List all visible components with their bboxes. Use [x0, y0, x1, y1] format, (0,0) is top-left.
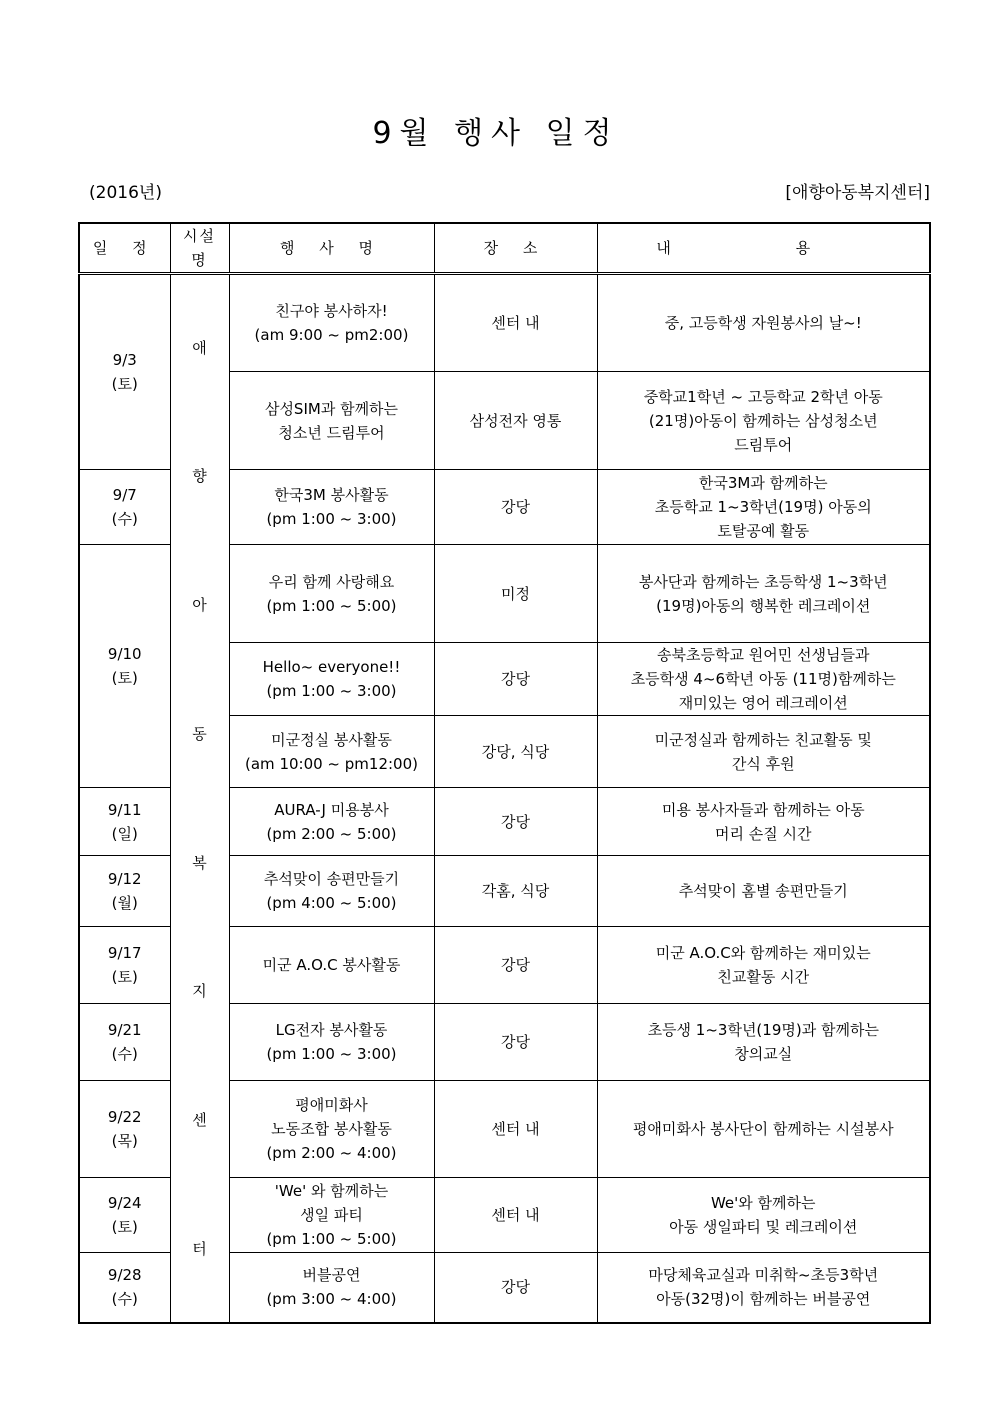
content-line: 창의교실 [734, 1045, 793, 1063]
content-cell [597, 927, 930, 1004]
date-cell: 9/22 (목) [79, 1081, 170, 1178]
content-cell [597, 1178, 930, 1253]
event-name-cell [229, 1178, 434, 1253]
place-cell: 강당 [434, 643, 597, 716]
event-name-line: (pm 1:00 ~ 3:00) [266, 510, 397, 528]
place-cell: 삼성전자 영통 [434, 372, 597, 470]
place-cell: 강당 [434, 927, 597, 1004]
content-line: 초등학생 4~6학년 아동 (11명)함께하는 [630, 670, 896, 688]
header-facility-top: 시설 [183, 227, 216, 245]
facility-char: 애 [192, 338, 207, 357]
content-cell [597, 372, 930, 470]
facility-cell [170, 274, 229, 1323]
event-name-line: 청소년 드림투어 [278, 423, 385, 442]
event-name-line: 미군 A.O.C 봉사활동 [262, 956, 401, 974]
place-cell: 센터 내 [434, 1178, 597, 1253]
content-line: 드림투어 [734, 435, 793, 454]
event-name-line: LG전자 봉사활동 [275, 1021, 388, 1039]
content-line: 평애미화사 봉사단이 함께하는 시설봉사 [632, 1120, 894, 1138]
event-name-line: 한국3M 봉사활동 [274, 486, 389, 504]
content-line: 중, 고등학생 자원봉사의 날~! [664, 314, 862, 332]
date-cell: 9/24 (토) [79, 1178, 170, 1253]
event-name-line: 우리 함께 사랑해요 [268, 572, 395, 591]
content-line: 재미있는 영어 레크레이션 [678, 694, 848, 712]
header-content: 내 용 [597, 223, 930, 274]
event-name-line: (pm 2:00 ~ 5:00) [266, 824, 397, 843]
header-row [79, 223, 930, 274]
place-cell: 센터 내 [434, 274, 597, 372]
content-line: 친교활동 시간 [717, 968, 810, 986]
event-name-line: 'We' 와 함께하는 [274, 1182, 389, 1200]
content-line: 봉사단과 함께하는 초등학생 1~3학년 [638, 572, 888, 591]
content-line: 중학교1학년 ~ 고등학교 2학년 아동 [643, 387, 883, 406]
facility-char: 터 [192, 1239, 207, 1258]
date-cell: 9/7 (수) [79, 470, 170, 545]
event-name-line: 삼성SIM과 함께하는 [264, 399, 399, 418]
place-cell: 미정 [434, 545, 597, 643]
facility-char: 아 [192, 596, 207, 615]
event-name-line: AURA-J 미용봉사 [274, 800, 389, 819]
event-name-line: (pm 4:00 ~ 5:00) [266, 894, 397, 912]
event-name-line: (pm 2:00 ~ 4:00) [266, 1144, 397, 1162]
facility-char: 향 [192, 467, 207, 486]
event-name-line: 생일 파티 [300, 1206, 363, 1224]
facility-char: 동 [192, 724, 207, 743]
place-cell: 강당 [434, 1004, 597, 1081]
header-date: 일 정 [79, 223, 170, 274]
event-name-line: (pm 1:00 ~ 3:00) [266, 682, 397, 700]
content-cell [597, 856, 930, 927]
content-line: 간식 후원 [731, 754, 795, 773]
event-name-cell [229, 1004, 434, 1081]
content-line: 송북초등학교 원어민 선생님들과 [657, 646, 870, 664]
year-label: (2016년) [89, 183, 162, 203]
date-cell: 9/10 (토) [79, 545, 170, 788]
schedule-table [78, 222, 931, 1324]
place-cell: 강당 [434, 788, 597, 856]
content-line: 미용 봉사자들과 함께하는 아동 [661, 800, 865, 819]
event-name-line: 친구야 봉사하자! [275, 302, 388, 320]
content-cell [597, 545, 930, 643]
content-line: 초등학교 1~3학년(19명) 아동의 [654, 498, 872, 516]
content-line: 아동(32명)이 함께하는 버블공연 [656, 1290, 871, 1309]
content-cell [597, 274, 930, 372]
content-line: 토탈공예 활동 [717, 522, 810, 540]
event-name-cell [229, 643, 434, 716]
event-name-line: 버블공연 [302, 1266, 361, 1285]
event-name-cell [229, 470, 434, 545]
content-cell [597, 470, 930, 545]
content-line: (21명)아동이 함께하는 삼성청소년 [648, 411, 878, 430]
content-line: 미군정실과 함께하는 친교활동 및 [654, 730, 872, 749]
event-name-cell [229, 545, 434, 643]
content-line: 초등생 1~3학년(19명)과 함께하는 [647, 1021, 879, 1039]
date-cell: 9/21 (수) [79, 1004, 170, 1081]
content-cell [597, 1253, 930, 1323]
event-name-line: (pm 1:00 ~ 5:00) [266, 1230, 397, 1248]
event-name-line: (pm 1:00 ~ 3:00) [266, 1045, 397, 1063]
event-name-cell [229, 372, 434, 470]
event-name-cell [229, 788, 434, 856]
event-name-cell [229, 274, 434, 372]
event-name-cell [229, 716, 434, 788]
place-cell: 강당 [434, 1253, 597, 1323]
content-line: 머리 손질 시간 [715, 824, 812, 843]
facility-char: 복 [192, 853, 207, 872]
content-cell [597, 716, 930, 788]
header-facility [170, 223, 229, 274]
event-name-cell [229, 1081, 434, 1178]
event-name-line: 평애미화사 [295, 1096, 368, 1114]
event-name-line: (am 9:00 ~ pm2:00) [254, 326, 409, 344]
event-name-line: Hello~ everyone!! [262, 658, 401, 676]
content-cell [597, 1081, 930, 1178]
facility-char: 센 [192, 1111, 207, 1130]
event-name-cell [229, 856, 434, 927]
content-cell [597, 643, 930, 716]
place-cell: 센터 내 [434, 1081, 597, 1178]
event-name-line: 추석맞이 송편만들기 [263, 870, 400, 888]
place-cell: 강당 [434, 470, 597, 545]
table-row [79, 274, 930, 372]
facility-char: 지 [192, 982, 207, 1001]
page-title: 9월 행사 일정 [372, 116, 620, 151]
content-line: We'와 함께하는 [710, 1194, 816, 1212]
content-line: (19명)아동의 행복한 레크레이션 [656, 596, 871, 615]
event-name-line: (pm 3:00 ~ 4:00) [266, 1290, 397, 1309]
header-event: 행 사 명 [229, 223, 434, 274]
place-cell: 각홈, 식당 [434, 856, 597, 927]
content-cell [597, 1004, 930, 1081]
content-cell [597, 788, 930, 856]
event-name-line: 미군정실 봉사활동 [271, 730, 392, 749]
date-cell: 9/11 (일) [79, 788, 170, 856]
event-name-cell [229, 927, 434, 1004]
content-line: 마당체육교실과 미취학~초등3학년 [648, 1266, 879, 1285]
event-name-cell [229, 1253, 434, 1323]
content-line: 한국3M과 함께하는 [698, 474, 828, 492]
event-name-line: (am 10:00 ~ pm12:00) [245, 754, 418, 773]
date-cell: 9/28 (수) [79, 1253, 170, 1323]
date-cell: 9/12 (월) [79, 856, 170, 927]
content-line: 아동 생일파티 및 레크레이션 [669, 1218, 858, 1236]
header-place: 장 소 [434, 223, 597, 274]
event-name-line: (pm 1:00 ~ 5:00) [266, 596, 397, 615]
organization-label: [애향아동복지센터] [785, 183, 930, 203]
content-line: 추석맞이 홈별 송편만들기 [678, 882, 848, 900]
date-cell: 9/17 (토) [79, 927, 170, 1004]
event-name-line: 노동조합 봉사활동 [271, 1120, 392, 1138]
content-line: 미군 A.O.C와 함께하는 재미있는 [655, 944, 871, 962]
date-cell: 9/3 (토) [79, 274, 170, 470]
place-cell: 강당, 식당 [434, 716, 597, 788]
header-facility-bottom: 명 [191, 251, 208, 269]
